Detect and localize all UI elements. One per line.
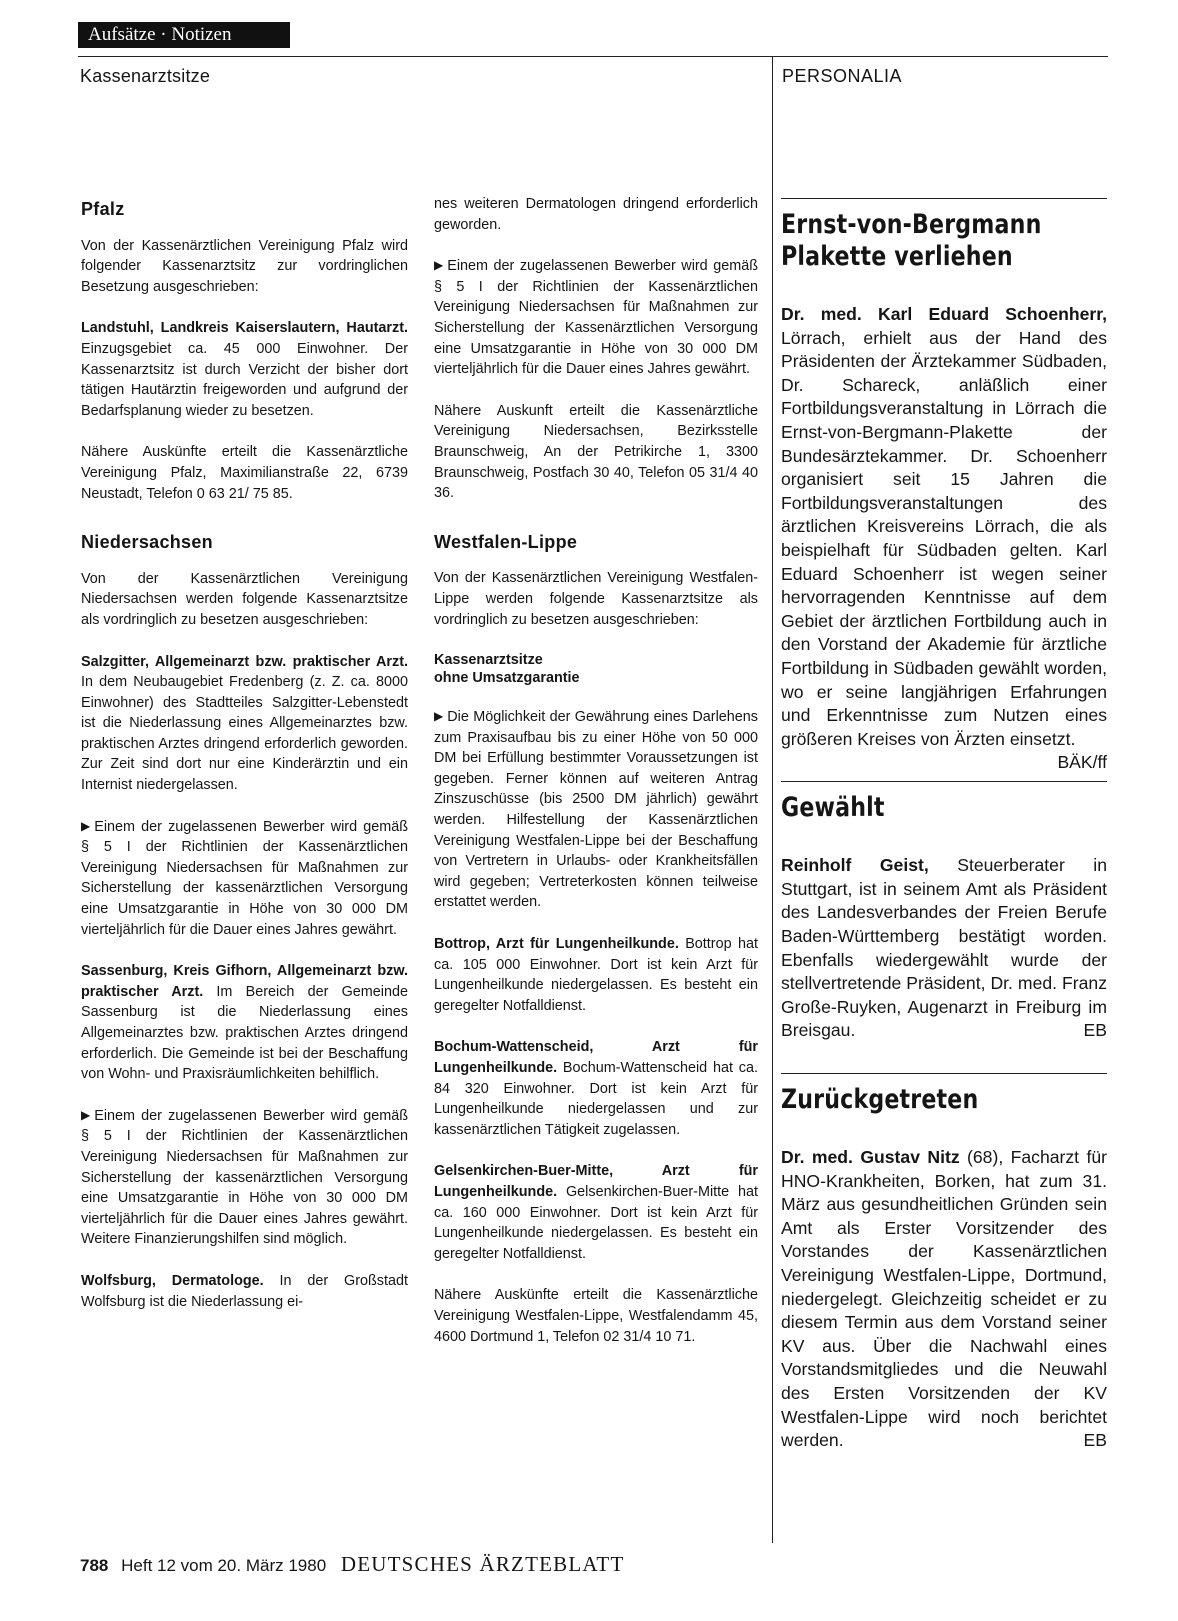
article-bergmann xyxy=(781,303,1107,773)
heading-bergmann xyxy=(781,209,1048,273)
listing-title: Bottrop, Arzt für Lungenheilkunde. xyxy=(434,936,679,953)
column-divider xyxy=(772,56,773,1543)
header-rule xyxy=(78,56,1108,57)
heading-pfalz: Pfalz xyxy=(81,199,125,219)
listing-title: Gelsenkirchen-Buer-Mitte, Arzt für Lungenheilkunde. xyxy=(434,1163,758,1200)
listing-text: Bottrop hat ca. 105 000 Einwohner. Dort ist kein Arzt für Lungenheilkunde niedergelassen. Es besteht ein geregelter Notfalldienst. xyxy=(434,936,758,1014)
subheading-ohne-umsatzgarantie xyxy=(434,651,758,687)
paragraph-guarantee-1 xyxy=(81,817,408,941)
paragraph-pfalz-contact: Nähere Auskünfte erteilt die Kassenärztliche Vereinigung Pfalz, Maximilianstraße 22, 6739 Neustadt, Telefon 0 63 21/ 75 85. xyxy=(81,444,408,502)
loan-text: Die Möglichkeit der Gewährung eines Darlehens zum Praxisaufbau bis zu einer Höhe von 50 000 DM bei Erfüllung bestimmter Voraussetzungen ist gegeben. Ferner können auf weiteren Antrag Zinszuschüsse (bis 2500 DM jährlich) gewährt werden. Hilfestellung der Kassenärztlichen Vereinigung Westfalen-Lippe bei der Beschaffung von Vertretern in Urlaubs- oder Krankheitsfällen wird gegeben; Vertreterkosten können teilweise erstattet werden. xyxy=(434,709,758,911)
heading-line: Plakette verliehen xyxy=(781,241,1013,272)
page-footer xyxy=(80,1552,624,1577)
right-section-title: PERSONALIA xyxy=(782,66,903,86)
right-triangle-icon: ▶ xyxy=(81,1107,91,1122)
section-rule xyxy=(781,198,1107,199)
paragraph-guarantee-3 xyxy=(434,256,758,380)
right-triangle-icon: ▶ xyxy=(81,818,91,833)
paragraph-nds-contact: Nähere Auskunft erteilt die Kassenärztliche Vereinigung Niedersachsen, Bezirksstelle Braunschweig, An der Petrikirche 1, 3300 Braunschweig, Postfach 30 40, Telefon 05 31/4 40 36. xyxy=(434,402,758,502)
article-text: (68), Facharzt für HNO-Krankheiten, Borken, hat zum 31. März aus gesundheitlichen Gründen sein Amt als Erster Vorsitzender des Vorstandes der Kassenärztlichen Vereinigung Westfalen-Lippe, Dortmund, niedergelegt. Gleichzeitig scheidet er zu diesem Termin aus dem Vorstand seiner KV aus. Über die Nachwahl eines Vorstandsmitgliedes und die Neuwahl des Ersten Vorsitzenden der KV Westfalen-Lippe wird noch berichtet werden. xyxy=(781,1147,1107,1451)
heading-zurueckgetreten: Zurückgetreten xyxy=(781,1084,979,1116)
listing-text: In dem Neubaugebiet Fredenberg (z. Z. ca. 8000 Einwohner) des Stadtteiles Salzgitter-Lebenstedt ist die Niederlassung eines Allgemeinarztes bzw. praktischen Arztes dringend erforderlich geworden. Zur Zeit sind dort nur eine Kinderärztin und ein Internist niedergelassen. xyxy=(81,674,408,794)
person-name: Dr. med. Karl Eduard Schoenherr, xyxy=(781,304,1107,324)
column-1 xyxy=(81,199,408,1333)
listing-bochum xyxy=(434,1037,758,1140)
listing-text: Gelsenkirchen-Buer-Mitte hat ca. 160 000 Einwohner. Dort ist kein Arzt für Lungenheilkunde niedergelassen. Es besteht ein geregelter Notfalldienst. xyxy=(434,1183,758,1262)
issue-info: Heft 12 vom 20. März 1980 xyxy=(121,1556,327,1575)
paragraph-wl-contact: Nähere Auskünfte erteilt die Kassenärztliche Vereinigung Westfalen-Lippe, Westfalendamm 45, 4600 Dortmund 1, Telefon 02 31/4 10 71. xyxy=(434,1287,758,1345)
listing-text: Einzugsgebiet ca. 45 000 Einwohner. Der Kassenarztsitz ist durch Verzicht der bisher dort tätigen Hautärztin freigeworden und aufgrund der Bedarfsplanung wieder zu besetzen. xyxy=(81,340,408,419)
section-rule xyxy=(781,1073,1107,1074)
guarantee-text: Einem der zugelassenen Bewerber wird gemäß § 5 I der Richtlinien der Kassenärztlichen Vereinigung Niedersachsen für Maßnahmen zur Sicherstellung der Kassenärztlichen Versorgung eine Umsatzgarantie in Höhe von 30 000 DM vierteljährlich für die Dauer eines Jahres gewährt. xyxy=(434,258,758,378)
article-text: Lörrach, erhielt aus der Hand des Präsidenten der Ärztekammer Südbaden, Dr. Schareck, anläßlich einer Fortbildungsveranstaltung in Lörrach die Ernst-von-Bergmann-Plakette der Bundesärztekammer. Dr. Schoenherr organisiert seit 15 Jahren die Fortbildungsveranstaltungen des ärztlichen Kreisvereins Lörrach, die als beispielhaft für Südbaden gelten. Karl Eduard Schoenherr ist wegen seiner hervorragenden Kenntnisse auf dem Gebiet der ärztlichen Fortbildung auch in den Vorstand der Akademie für ärztliche Fortbildung in Südbaden gewählt worden, wo er seine langjährigen Erfahrungen und Erkenntnisse zum Nutzen eines größeren Kreises von Ärzten einsetzt. xyxy=(781,327,1107,749)
listing-title: Bochum-Wattenscheid, Arzt für Lungenheilkunde. xyxy=(434,1039,758,1076)
listing-text: Bochum-Wattenscheid hat ca. 84 320 Einwohner. Dort ist kein Arzt für Lungenheilkunde niedergelassen und zur kassenärztlichen Tätigkeit zugelassen. xyxy=(434,1060,758,1138)
listing-gelsenkirchen xyxy=(434,1161,758,1264)
person-name: Dr. med. Gustav Nitz xyxy=(781,1147,960,1168)
right-triangle-icon: ▶ xyxy=(434,709,444,724)
author-signoff: BÄK/ff xyxy=(1057,752,1107,773)
listing-bottrop xyxy=(434,934,758,1016)
listing-title: Landstuhl, Landkreis Kaiserslautern, Hautarzt. xyxy=(81,320,408,337)
section-rule xyxy=(781,781,1107,782)
heading-niedersachsen: Niedersachsen xyxy=(81,532,213,553)
page-number: 788 xyxy=(80,1556,109,1575)
listing-title: Sassenburg, Kreis Gifhorn, Allgemeinarzt bzw. praktischer Arzt. xyxy=(81,963,408,1000)
article-nitz xyxy=(781,1146,1107,1453)
author-signoff: EB xyxy=(1083,1020,1107,1041)
right-triangle-icon: ▶ xyxy=(434,258,444,273)
column-2 xyxy=(434,194,758,1368)
paragraph-nds-intro: Von der Kassenärztlichen Vereinigung Niedersachsen werden folgende Kassenarztsitze als vordringlich zu besetzen ausgeschrieben: xyxy=(81,570,408,628)
listing-wolfsburg xyxy=(81,1271,408,1312)
paragraph-pfalz-intro: Von der Kassenärztlichen Vereinigung Pfalz wird folgender Kassenarztsitz zur vordringlichen Besetzung ausgeschrieben: xyxy=(81,237,408,295)
guarantee-text: Einem der zugelassenen Bewerber wird gemäß § 5 I der Richtlinien der Kassenärztlichen Vereinigung Niedersachsen für Maßnahmen zur Sicherstellung der kassenärztlichen Versorgung eine Umsatzgarantie in Höhe von 30 000 DM vierteljährlich für die Dauer eines Jahres gewährt. Weitere Finanzierungshilfen sind möglich. xyxy=(81,1107,408,1248)
listing-salzgitter xyxy=(81,652,408,796)
subheading-line: Kassenarztsitze xyxy=(434,652,543,669)
paragraph-wolfsburg-continued: nes weiteren Dermatologen dringend erforderlich geworden. xyxy=(434,196,758,233)
subheading-line: ohne Umsatzgarantie xyxy=(434,670,580,687)
paragraph-wl-intro: Von der Kassenärztlichen Vereinigung Westfalen-Lippe werden folgende Kassenarztsitze als vordringlich zu besetzen ausgeschrieben: xyxy=(434,570,758,628)
author-signoff: EB xyxy=(1083,1430,1107,1451)
listing-text: In der Großstadt Wolfsburg ist die Niederlassung ei- xyxy=(81,1272,408,1310)
listing-landstuhl xyxy=(81,318,408,421)
article-geist xyxy=(781,854,1107,1043)
person-name: Reinholf Geist, xyxy=(781,855,929,876)
guarantee-text: Einem der zugelassenen Bewerber wird gemäß § 5 I der Richtlinien der Kassenärztlichen Vereinigung Niedersachsen für Maßnahmen zur Sicherstellung der kassenärztlichen Versorgung eine Umsatzgarantie in Höhe von 30 000 DM vierteljährlich für die Dauer eines Jahres gewährt. xyxy=(81,818,408,938)
left-section-title: Kassenarztsitze xyxy=(80,66,211,86)
paragraph-guarantee-2 xyxy=(81,1106,408,1250)
listing-text: Im Bereich der Gemeinde Sassenburg ist die Niederlassung eines Allgemeinarztes bzw. praktischen Arztes dringend erforderlich. Die Gemeinde ist bei der Beschaffung von Wohn- und Praxisräumlichkeiten behilflich. xyxy=(81,983,409,1083)
journal-name: DEUTSCHES ÄRZTEBLATT xyxy=(340,1552,625,1576)
paragraph-loan xyxy=(434,707,758,913)
listing-title: Salzgitter, Allgemeinarzt bzw. praktischer Arzt. xyxy=(81,653,408,670)
column-3 xyxy=(781,198,1107,1453)
listing-title: Wolfsburg, Dermatologe. xyxy=(81,1272,264,1289)
heading-westfalen-lippe: Westfalen-Lippe xyxy=(434,531,578,552)
heading-gewaehlt: Gewählt xyxy=(781,792,885,824)
heading-line: Ernst-von-Bergmann xyxy=(781,209,1042,240)
listing-sassenburg xyxy=(81,961,408,1085)
section-tag: Aufsätze · Notizen xyxy=(78,22,290,48)
article-text: Steuerberater in Stuttgart, ist in seinem Amt als Präsident des Landesverbandes der Freien Berufe Baden-Württemberg bestätigt worden. Ebenfalls wiedergewählt wurde der stellvertretende Präsident, Dr. med. Franz Große-Ruyken, Augenarzt in Freiburg im Breisgau. xyxy=(781,855,1107,1041)
